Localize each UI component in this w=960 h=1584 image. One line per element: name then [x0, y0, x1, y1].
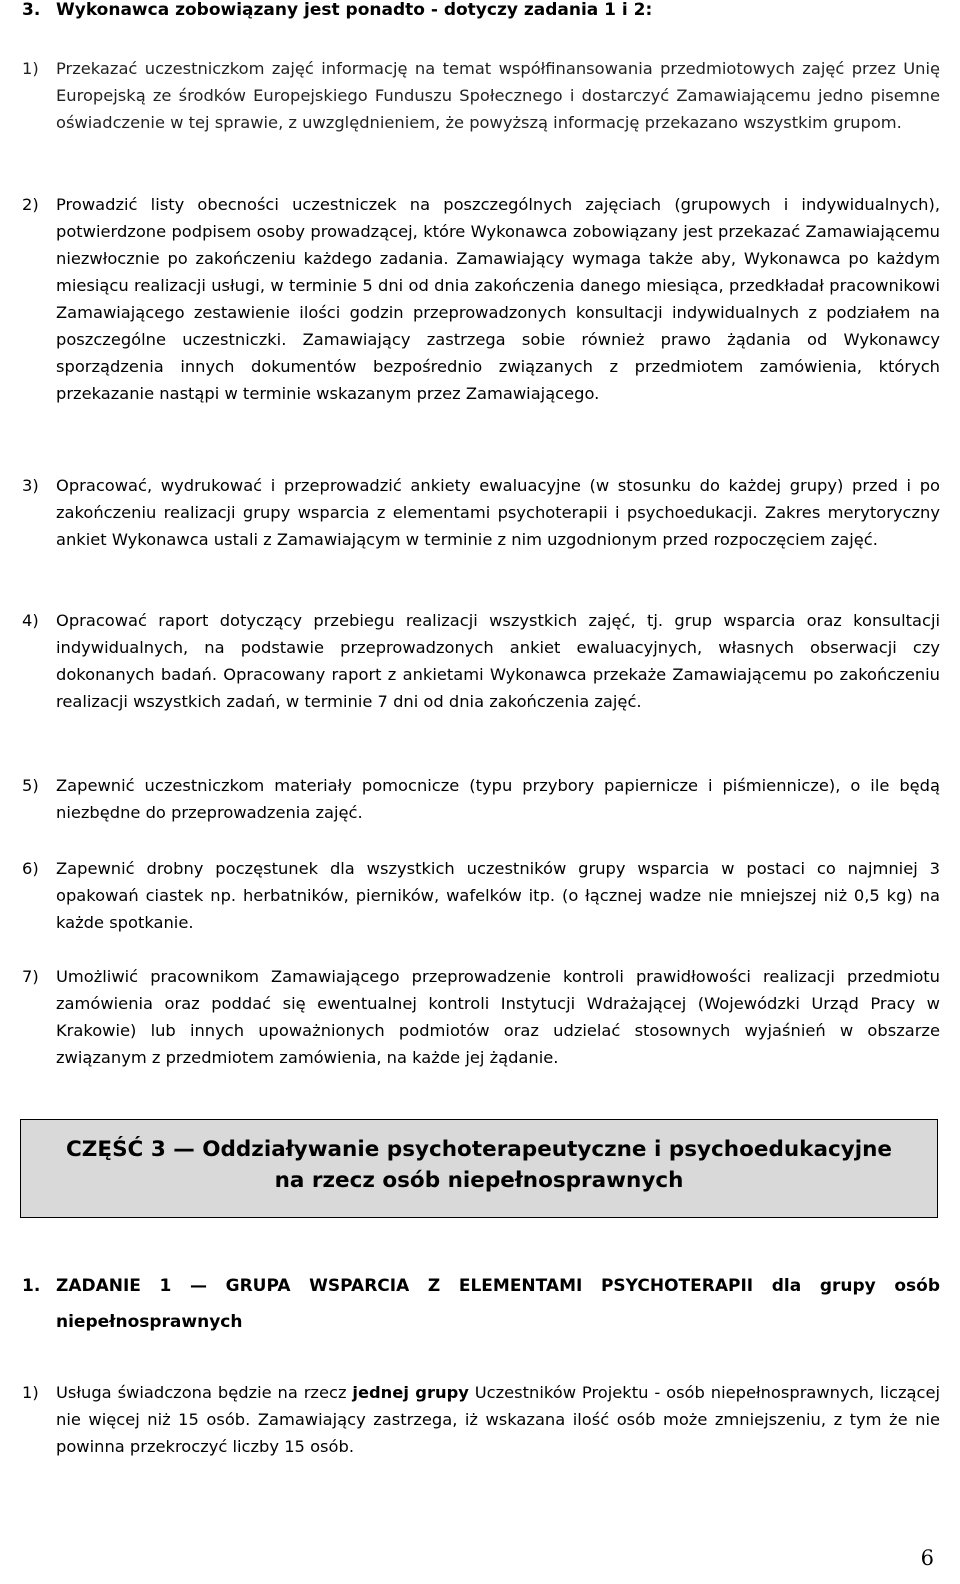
section-title: Wykonawca zobowiązany jest ponadto - dotyczy zadania 1 i 2:	[56, 0, 653, 20]
banner-line-2: na rzecz osób niepełnosprawnych	[274, 1168, 684, 1193]
item-text: Prowadzić listy obecności uczestniczek na poszczególnych zajęciach (grupowych i indywidualnych), potwierdzone podpisem osoby prowadzącej, które Wykonawca zobowiązany jest przekazać Zamawiającemu niezwłocznie po zakończeniu każdego zadania. Zamawiający wymaga także aby, Wykonawca po każdym miesiącu realizacji usługi, w terminie 5 dni od dnia zakończenia danego miesiąca, przedkładał pracownikowi Zamawiającego zestawienie ilości godzin przeprowadzonych konsultacji indywidualnych z podziałem na poszczególne uczestniczki. Zamawiający zastrzega sobie również prawo żądania od Wykonawcy sporządzenia innych dokumentów bezpośrednio związanych z przedmiotem zamówienia, których przekazanie nastąpi w terminie wskazanym przez Zamawiającego.	[56, 195, 940, 403]
task-title: ZADANIE 1 — GRUPA WSPARCIA Z ELEMENTAMI PSYCHOTERAPII dla grupy osób niepełnosprawnych	[56, 1276, 940, 1332]
list-item	[22, 472, 940, 553]
page-number: 6	[920, 1546, 934, 1570]
list-item	[22, 55, 940, 136]
task-number: 1.	[22, 1276, 41, 1296]
part-banner	[20, 1119, 938, 1218]
item-number: 7)	[22, 967, 39, 986]
item-text: Przekazać uczestniczkom zajęć informację na temat współfinansowania przedmiotowych zajęć przez Unię Europejską ze środków Europejskiego Funduszu Społecznego i dostarczyć Zamawiającemu jedno pisemne oświadczenie w tej sprawie, z uwzględnieniem, że powyższą informację przekazano wszystkim grupom.	[56, 59, 940, 132]
item-number: 5)	[22, 776, 39, 795]
item-text	[56, 1379, 940, 1460]
item-number: 3)	[22, 476, 39, 495]
item-number: 2)	[22, 195, 39, 214]
task-heading	[22, 1268, 940, 1340]
item-text-bold: jednej grupy	[352, 1383, 469, 1402]
item-text: Zapewnić uczestniczkom materiały pomocnicze (typu przybory papiernicze i piśmiennicze), o ile będą niezbędne do przeprowadzenia zajęć.	[56, 776, 940, 822]
item-text-after: Uczestników Projektu - osób niepełnosprawnych, liczącej nie więcej niż 15 osób. Zamawiający zastrzega, iż wskazana ilość osób może zmniejszeniu, z tym że nie powinna przekroczyć liczby 15 osób.	[56, 1383, 940, 1456]
item-number: 1)	[22, 59, 39, 78]
item-number: 6)	[22, 859, 39, 878]
banner-line-1: CZĘŚĆ 3 — Oddziaływanie psychoterapeutyczne i psychoedukacyjne	[66, 1137, 892, 1162]
item-text: Opracować, wydrukować i przeprowadzić ankiety ewaluacyjne (w stosunku do każdej grupy) przed i po zakończeniu realizacji grupy wsparcia z elementami psychoterapii i psychoedukacji. Zakres merytoryczny ankiet Wykonawca ustali z Zamawiającym w terminie z nim uzgodnionym przed rozpoczęciem zajęć.	[56, 476, 940, 549]
item-text: Umożliwić pracownikom Zamawiającego przeprowadzenie kontroli prawidłowości realizacji przedmiotu zamówienia oraz poddać się ewentualnej kontroli Instytucji Wdrażającej (Wojewódzki Urząd Pracy w Krakowie) lub innych upoważnionych podmiotów oraz udzielać stosownych wyjaśnień w obszarze związanym z przedmiotem zamówienia, na każde jej żądanie.	[56, 967, 940, 1067]
list-item	[22, 191, 940, 407]
item-number: 4)	[22, 611, 39, 630]
item-number: 1)	[22, 1383, 39, 1402]
item-text-before: Usługa świadczona będzie na rzecz	[56, 1383, 353, 1402]
section-number: 3.	[22, 0, 41, 20]
list-item	[22, 772, 940, 826]
item-text: Zapewnić drobny poczęstunek dla wszystkich uczestników grupy wsparcia w postaci co najmniej 3 opakowań ciastek np. herbatników, pierników, wafelków itp. (o łącznej wadze nie mniejszej niż 0,5 kg) na każde spotkanie.	[56, 859, 940, 932]
item-text: Opracować raport dotyczący przebiegu realizacji wszystkich zajęć, tj. grup wsparcia oraz konsultacji indywidualnych, na podstawie przeprowadzonych ankiet ewaluacyjnych, własnych obserwacji czy dokonanych badań. Opracowany raport z ankietami Wykonawca przekaże Zamawiającemu po zakończeniu realizacji wszystkich zadań, w terminie 7 dni od dnia zakończenia zajęć.	[56, 611, 940, 711]
list-item	[22, 607, 940, 715]
list-item	[22, 855, 940, 936]
list-item	[22, 1379, 940, 1460]
section-heading	[22, 0, 942, 22]
list-item	[22, 963, 940, 1071]
